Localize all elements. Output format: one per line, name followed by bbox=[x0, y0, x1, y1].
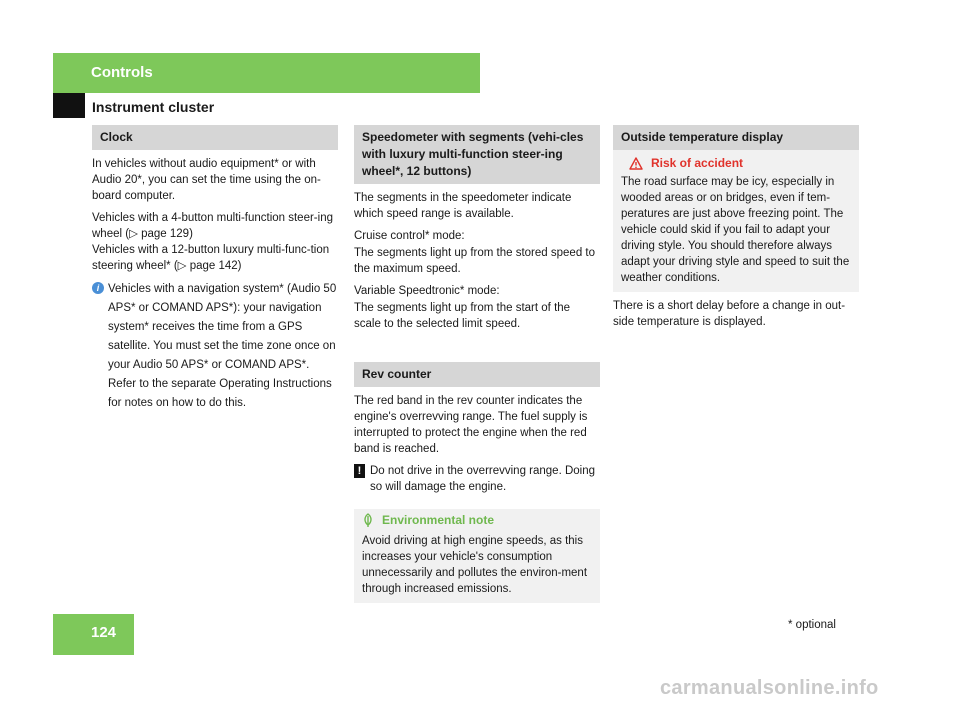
environmental-note-title bbox=[362, 513, 592, 527]
chapter-tab bbox=[53, 53, 480, 93]
risk-warning-title bbox=[621, 156, 851, 170]
page-number-tab bbox=[53, 614, 134, 655]
chapter-marker bbox=[53, 93, 85, 118]
speedometer-paragraph-4: Variable Speedtronic* mode: bbox=[354, 285, 500, 297]
speedometer-paragraph-3: The segments light up from the stored speed to the maximum speed. bbox=[354, 247, 595, 275]
environmental-note-text: Avoid driving at high engine speeds, as this increases your vehicle's consumption unnecessarily and pollutes the environ-ment through increased emissions. bbox=[362, 535, 588, 595]
leaf-icon bbox=[362, 513, 374, 527]
page-number: 124 bbox=[91, 624, 117, 641]
optional-footnote: * optional bbox=[788, 619, 836, 631]
clock-info-note bbox=[92, 280, 338, 413]
watermark: carmanualsonline.info bbox=[660, 677, 879, 699]
clock-heading: Clock bbox=[92, 125, 338, 150]
rev-paragraph-1: The red band in the rev counter indicates the engine's overrevving range. The fuel supply is interrupted to protect the engine when the red band is reached. bbox=[354, 395, 588, 455]
exclamation-icon: ! bbox=[354, 464, 365, 478]
rev-counter-heading: Rev counter bbox=[354, 362, 600, 387]
chapter-title: Controls bbox=[91, 64, 153, 81]
speedometer-paragraph-2: Cruise control* mode: bbox=[354, 230, 465, 242]
clock-column bbox=[92, 125, 338, 413]
risk-warning-label: Risk of accident bbox=[651, 156, 744, 170]
clock-12-button-reference: Vehicles with a 12-button luxury multi-func-tion steering wheel* (▷ page 142) bbox=[92, 244, 330, 272]
speedometer-heading: Speedometer with segments (vehi-cles with luxury multi-function steer-ing wheel*, 12 buttons) bbox=[354, 125, 600, 184]
clock-paragraph-1: In vehicles without audio equipment* or with Audio 20*, you can set the time using the on-board computer. bbox=[92, 158, 321, 202]
environmental-note-box bbox=[354, 509, 600, 603]
speedometer-paragraph-5: The segments light up from the start of the scale to the selected limit speed. bbox=[354, 302, 571, 330]
risk-warning-box bbox=[613, 150, 859, 292]
speedometer-paragraph-1: The segments in the speedometer indicate which speed range is available. bbox=[354, 192, 572, 220]
environmental-note-label: Environmental note bbox=[382, 513, 495, 527]
outside-temperature-column bbox=[613, 125, 859, 330]
speedometer-column bbox=[354, 125, 600, 603]
section-title: Instrument cluster bbox=[92, 99, 215, 115]
outside-temperature-paragraph: There is a short delay before a change in out-side temperature is displayed. bbox=[613, 300, 846, 328]
clock-info-text: Vehicles with a navigation system* (Audio 50 APS* or COMAND APS*): your navigation system* receives the time from a GPS satellite. You must set the time zone once on your Audio 50 APS* or COMAND APS*. Refer to the separate Operating Instructions for notes on how to do this. bbox=[108, 283, 337, 409]
rev-warning bbox=[354, 463, 600, 495]
outside-temperature-heading: Outside temperature display bbox=[613, 125, 859, 150]
clock-paragraph-2 bbox=[92, 210, 338, 274]
risk-warning-text: The road surface may be icy, especially in wooded areas or on bridges, even if tem-peratures are just above freezing point. The vehicle could skid if you fail to adapt your driving style. You should therefore always adapt your driving style and speed to suit the weather conditions. bbox=[621, 176, 850, 284]
warning-triangle-icon bbox=[629, 157, 643, 170]
rev-warning-text: Do not drive in the overrevving range. Doing so will damage the engine. bbox=[370, 465, 596, 493]
info-icon: i bbox=[92, 282, 104, 294]
clock-4-button-reference: Vehicles with a 4-button multi-function steer-ing wheel (▷ page 129) bbox=[92, 212, 333, 240]
